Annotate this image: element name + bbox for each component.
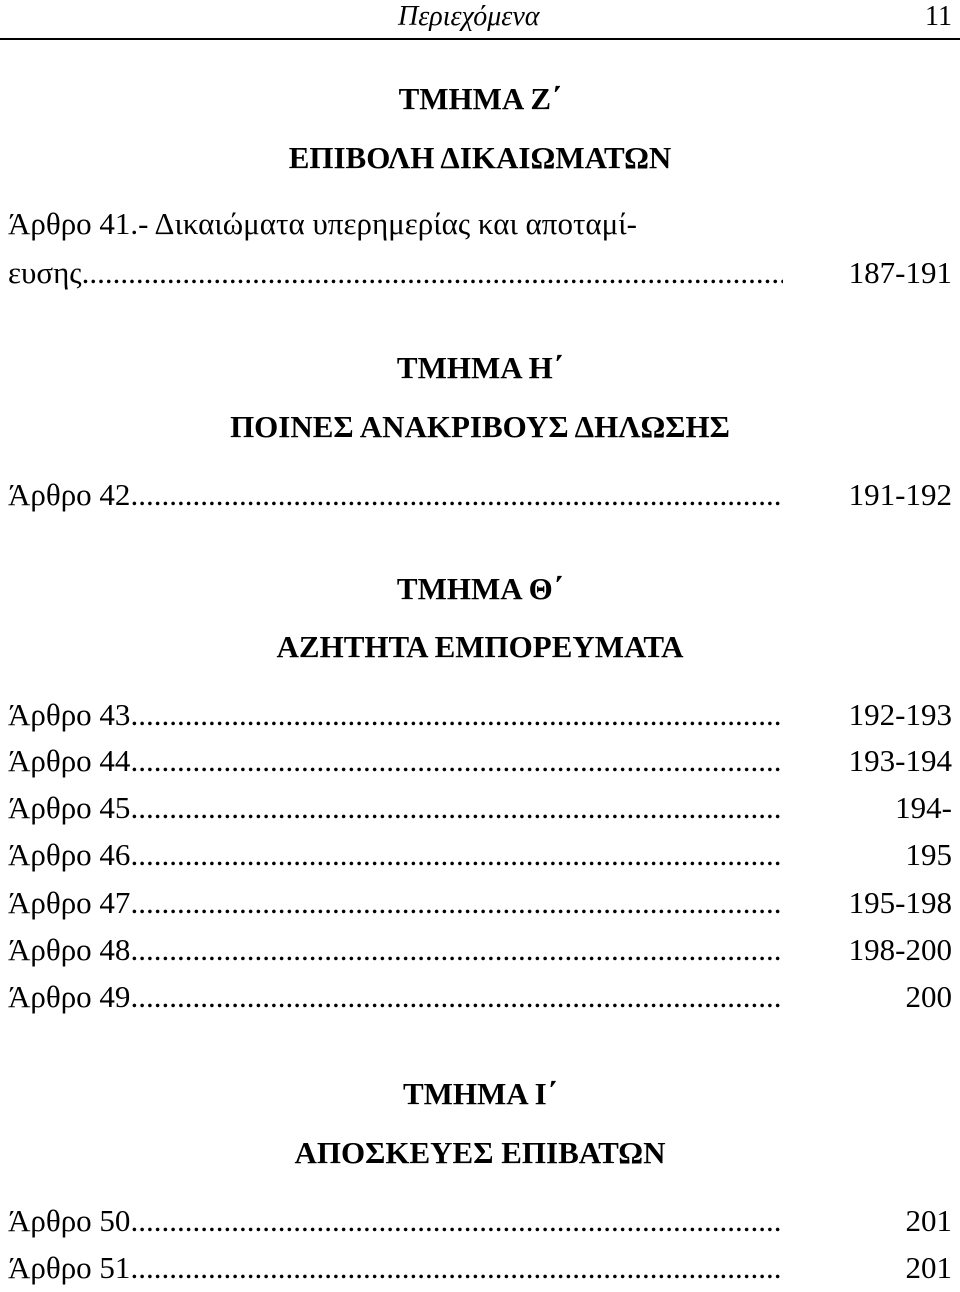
- toc-entry: [8, 884, 952, 924]
- toc-entry: [8, 836, 952, 876]
- toc-entry-pages: 200: [905, 979, 952, 1014]
- toc-entry: [8, 1249, 952, 1289]
- toc-entry-label: Άρθρο 46 .....: [8, 836, 783, 874]
- section-heading: ΤΜΗΜΑ Θ΄: [396, 571, 564, 606]
- toc-entry-pages: 195-198: [848, 885, 952, 920]
- section-subheading: ΕΠΙΒΟΛΗ ΔΙΚΑΙΩΜΑΤΩΝ: [288, 140, 672, 175]
- toc-entry-pages: 191-192: [848, 477, 952, 512]
- page-number: 11: [925, 1, 952, 32]
- section-subheading: ΑΖΗΤΗΤΑ ΕΜΠΟΡΕΥΜΑΤΑ: [276, 629, 684, 664]
- running-title: Περιεχόμενα: [398, 1, 540, 32]
- toc-entry: [8, 696, 952, 736]
- toc-entry-label: Άρθρο 50 .....: [8, 1202, 783, 1240]
- section-heading: ΤΜΗΜΑ Η΄: [396, 350, 564, 385]
- page-header: [0, 0, 960, 40]
- toc-entry-label: Άρθρο 42 .....: [8, 476, 783, 514]
- toc-entry: [8, 931, 952, 971]
- toc-entry-label: Άρθρο 51 .....: [8, 1249, 783, 1287]
- toc-entry-text: Άρθρο 41.- Δικαιώματα υπερημερίας και αποταμί-: [8, 206, 637, 241]
- toc-entry-label: ευσης .....: [8, 254, 783, 292]
- section-heading: ΤΜΗΜΑ Ι΄: [402, 1076, 558, 1111]
- toc-entry-pages: 192-193: [848, 697, 952, 732]
- section-subheading: ΑΠΟΣΚΕΥΕΣ ΕΠΙΒΑΤΩΝ: [294, 1135, 666, 1170]
- toc-entry: [8, 1202, 952, 1242]
- toc-entry-label: Άρθρο 48 .....: [8, 931, 783, 969]
- toc-entry-pages: 194-: [895, 790, 952, 825]
- section-heading: ΤΜΗΜΑ Ζ΄: [398, 81, 562, 116]
- section-subheading: ΠΟΙΝΕΣ ΑΝΑΚΡΙΒΟΥΣ ΔΗΛΩΣΗΣ: [230, 409, 730, 444]
- toc-entry-label: Άρθρο 49 .....: [8, 978, 783, 1016]
- toc-entry: [8, 476, 952, 516]
- toc-entry-label: Άρθρο 43 .....: [8, 696, 783, 734]
- toc-entry-pages: 195: [905, 837, 952, 872]
- toc-entry-pages: 201: [905, 1250, 952, 1285]
- toc-entry-label: Άρθρο 44 .....: [8, 742, 783, 780]
- toc-entry-label: Άρθρο 47 .....: [8, 884, 783, 922]
- toc-entry: [8, 789, 952, 829]
- toc-entry-pages: 201: [905, 1203, 952, 1238]
- toc-entry: [8, 978, 952, 1018]
- toc-entry-pages: 187-191: [848, 255, 952, 290]
- toc-entry: [8, 254, 952, 294]
- toc-entry-pages: 198-200: [848, 932, 952, 967]
- toc-entry: [8, 742, 952, 782]
- toc-entry-label: Άρθρο 45 .....: [8, 789, 783, 827]
- toc-entry-pages: 193-194: [848, 743, 952, 778]
